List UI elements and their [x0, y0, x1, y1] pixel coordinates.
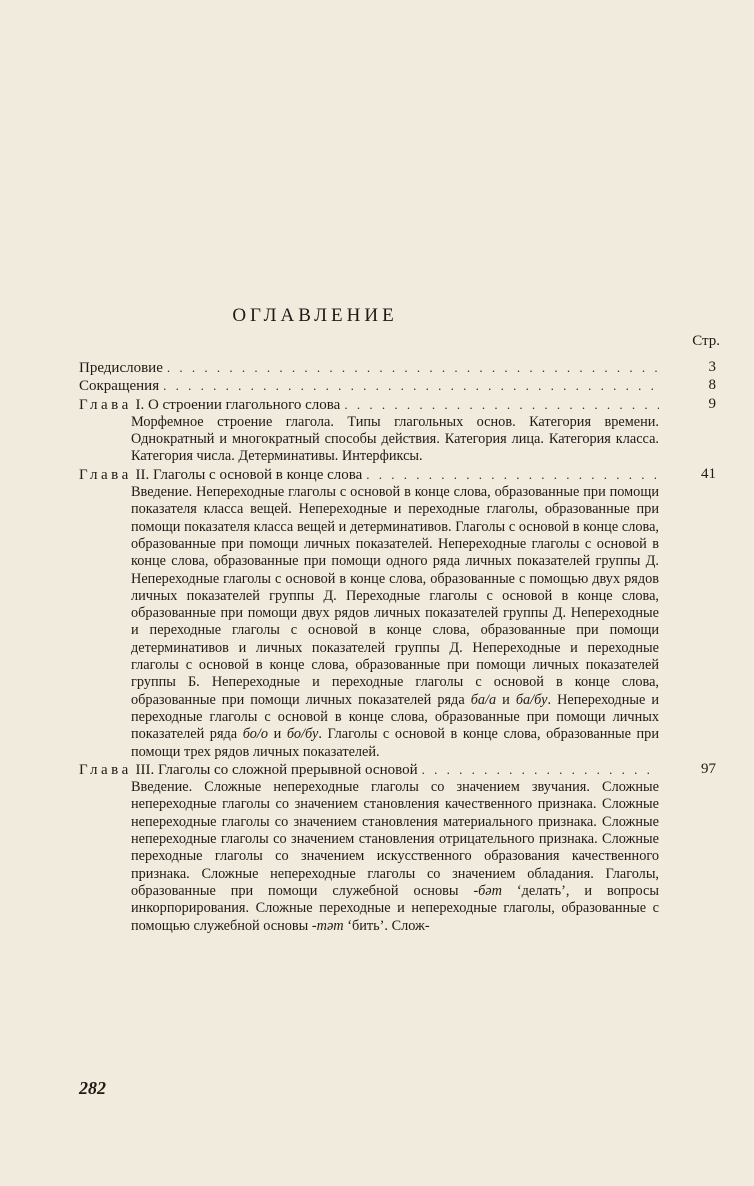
chapter-description: Морфемное строение глагола. Типы глагольных основ. Категория времени. Однократный и многократный способы действия. Категория лица. Категория класса. Категория числа. Детерминативы. Интерфиксы.	[131, 413, 659, 465]
leader-dots	[366, 466, 659, 483]
toc-entry-label: I. О строении глагольного слова	[135, 396, 341, 413]
toc-page-number: 3	[708, 359, 716, 375]
toc-entry-preface	[79, 359, 719, 377]
toc-entry-label: III. Глаголы со сложной прерывной основой	[135, 761, 418, 778]
page-column-label: Стр.	[692, 333, 720, 349]
page-title: ОГЛАВЛЕНИЕ	[232, 305, 398, 326]
table-of-contents	[79, 359, 719, 935]
toc-entry-chapter-1	[79, 396, 719, 466]
chapter-description: Введение. Непереходные глаголы с основой в конце слова, образованные при помощи показателя класса вещей. Непереходные и переходные глаголы, образованные при помощи показателя класса вещей и детерминативов. Глаголы с основой в конце слова, образованные при помощи личных показателей. Непереходные глаголы с основой в конце слова, образованные при помощи одного ряда личных показателей группы Д. Непереходные глаголы с основой в конце слова, образованные с помощью двух рядов личных показателей группы Д. Переходные глаголы с основой в конце слова, образованные при помощи двух рядов личных показателей группы Д. Непереходные и переходные глаголы с основой в конце слова, образованные при помощи детерминативов и личных показателей группы Д. Непереходные и переходные глаголы с основой в конце слова, образованные при помощи личных показателей группы Б. Непереходные и переходные глаголы с основой в конце слова, образованные при помощи личных показателей ряда ба/а и ба/бу. Непереходные и переходные глаголы с основой в конце слова, образованные при помощи личных показателей ряда бо/о и бо/бу. Глаголы с основой в конце слова, образованные при помощи трех рядов личных показателей.	[131, 484, 659, 760]
toc-entry-label: Предисловие	[79, 360, 163, 376]
toc-entry-label: II. Глаголы с основой в конце слова	[135, 466, 363, 483]
toc-entry-chapter-2	[79, 466, 719, 761]
toc-entry-label: Сокращения	[79, 378, 160, 395]
toc-entry-chapter-3	[79, 761, 719, 935]
leader-dots	[163, 377, 659, 394]
chapter-word: Глава	[79, 761, 132, 778]
chapter-word: Глава	[79, 396, 132, 413]
leader-dots	[422, 761, 659, 778]
toc-page-number: 41	[701, 465, 716, 482]
chapter-word: Глава	[79, 466, 132, 483]
toc-page-number: 9	[708, 395, 716, 412]
toc-entry-abbreviations	[79, 377, 719, 395]
toc-page-number: 8	[708, 377, 716, 394]
toc-page-number: 97	[701, 760, 716, 777]
leader-dots	[167, 359, 659, 376]
leader-dots	[344, 396, 659, 413]
chapter-description: Введение. Сложные непереходные глаголы со значением звучания. Сложные непереходные глаголы со значением становления качественного признака. Сложные непереходные глаголы со значением становления материального признака. Сложные непереходные глаголы со значением становления отрицательного признака. Сложные переходные глаголы со значением искусственного образования качественного признака. Сложные непереходные глаголы со значением обладания. Глаголы, образованные при помощи служебной основы -бәт ‘делать’, и вопросы инкорпорирования. Сложные переходные и непереходные глаголы, образованные с помощью служебной основы -тәт ‘бить’. Слож-	[131, 779, 659, 934]
page-folio-number: 282	[79, 1078, 106, 1098]
